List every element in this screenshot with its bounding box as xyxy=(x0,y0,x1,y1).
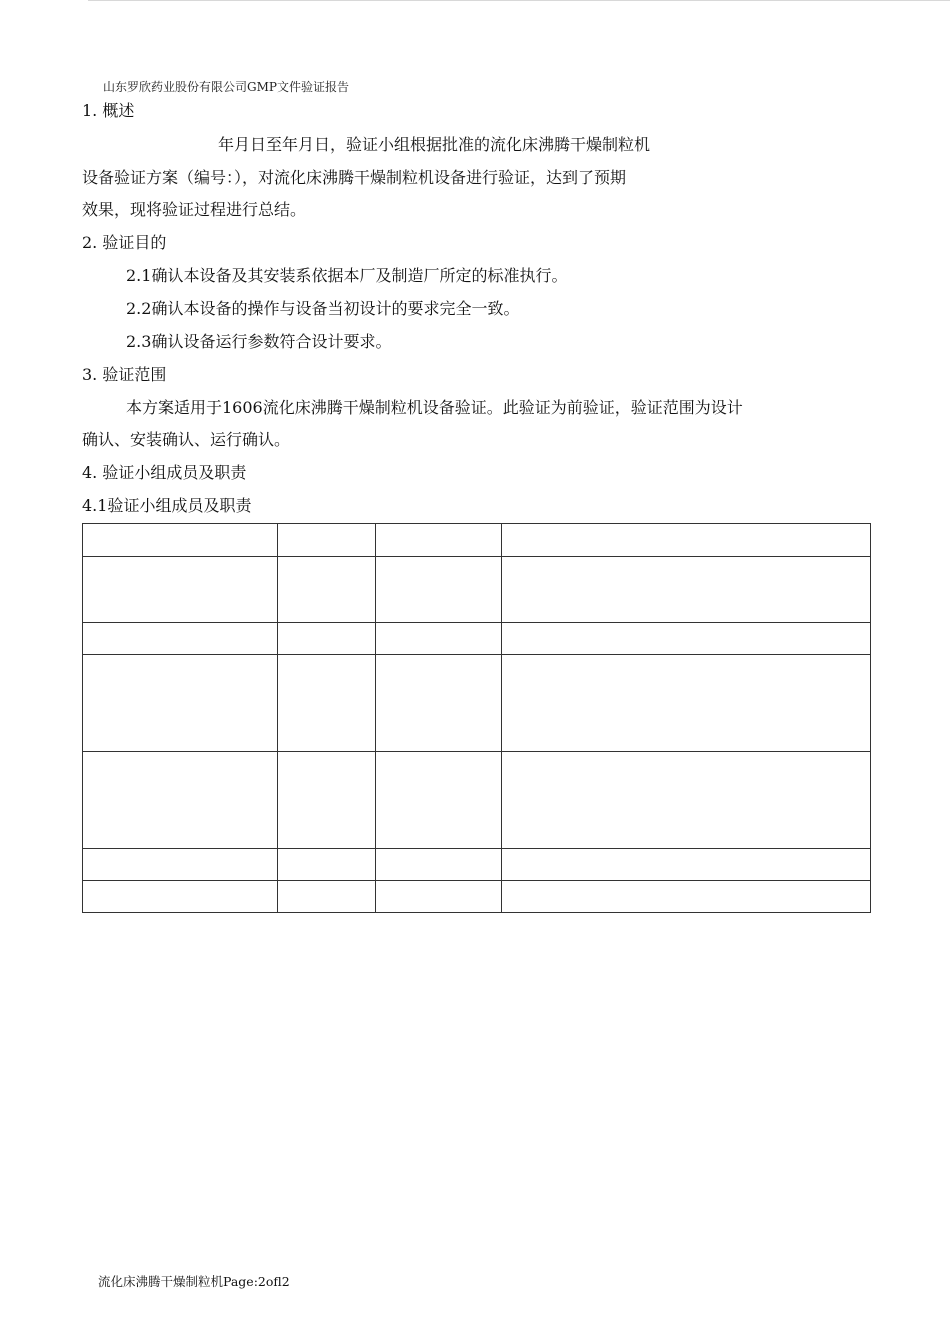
table-row xyxy=(83,623,871,655)
table-cell xyxy=(278,849,376,881)
table-cell xyxy=(502,655,871,752)
section-3-text-line-1: 本方案适用于1606流化床沸腾干燥制粒机设备验证。此验证为前验证，验证范围为设计 xyxy=(126,398,743,417)
section-2-item-2: 2.2确认本设备的操作与设备当初设计的要求完全一致。 xyxy=(126,299,520,318)
table-cell xyxy=(502,752,871,849)
table-row xyxy=(83,752,871,849)
table-cell xyxy=(278,623,376,655)
page-footer: 流化床沸腾干燥制粒机Page:2ofl2 xyxy=(98,1274,290,1289)
table-cell xyxy=(376,557,502,623)
section-3-heading: 3. 验证范围 xyxy=(82,365,167,384)
table-cell xyxy=(278,557,376,623)
table-cell xyxy=(376,849,502,881)
section-2-item-1: 2.1确认本设备及其安装系依据本厂及制造厂所定的标准执行。 xyxy=(126,266,568,285)
table-cell xyxy=(83,524,278,557)
table-cell xyxy=(278,881,376,913)
table-cell xyxy=(376,623,502,655)
top-border-line xyxy=(88,0,950,1)
table-cell xyxy=(278,752,376,849)
table-cell xyxy=(83,557,278,623)
table-cell xyxy=(376,752,502,849)
table-cell xyxy=(83,849,278,881)
validation-team-table xyxy=(82,523,871,913)
section-4-heading: 4. 验证小组成员及职责 xyxy=(82,463,247,482)
table-cell xyxy=(278,524,376,557)
table-cell xyxy=(376,655,502,752)
table-cell xyxy=(83,655,278,752)
table-row xyxy=(83,849,871,881)
table-cell xyxy=(278,655,376,752)
table-row xyxy=(83,524,871,557)
section-3-text-line-2: 确认、安装确认、运行确认。 xyxy=(82,430,291,449)
section-4-1-heading: 4.1验证小组成员及职责 xyxy=(82,496,252,515)
table-cell xyxy=(502,849,871,881)
section-2-heading: 2. 验证目的 xyxy=(82,233,167,252)
document-header: 山东罗欣药业股份有限公司GMP文件验证报告 xyxy=(103,80,349,94)
table-cell xyxy=(83,623,278,655)
table-cell xyxy=(502,623,871,655)
table-cell xyxy=(83,881,278,913)
table-cell xyxy=(376,524,502,557)
section-1-text-line-2: 设备验证方案（编号：），对流化床沸腾干燥制粒机设备进行验证，达到了预期 xyxy=(82,168,627,187)
section-1-heading: 1. 概述 xyxy=(82,101,135,120)
section-2-item-3: 2.3确认设备运行参数符合设计要求。 xyxy=(126,332,392,351)
table-row xyxy=(83,557,871,623)
table-cell xyxy=(502,557,871,623)
section-1-text-line-3: 效果，现将验证过程进行总结。 xyxy=(82,200,307,219)
table-row xyxy=(83,655,871,752)
table-cell xyxy=(502,524,871,557)
table-cell xyxy=(376,881,502,913)
table-cell xyxy=(502,881,871,913)
table-cell xyxy=(83,752,278,849)
table-row xyxy=(83,881,871,913)
section-1-text-line-1: 年月日至年月日，验证小组根据批准的流化床沸腾干燥制粒机 xyxy=(218,135,651,154)
